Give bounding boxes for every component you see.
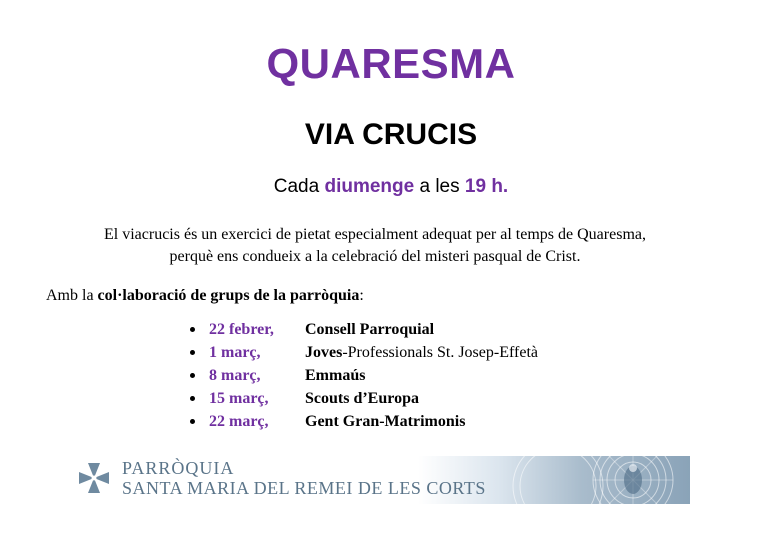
event-date: 15 març, (209, 390, 269, 407)
bullet-icon (190, 419, 195, 424)
logo-line-1: PARRÒQUIA (122, 458, 235, 478)
event-name (305, 387, 419, 410)
event-name (305, 410, 465, 433)
bullet-icon (190, 373, 195, 378)
event-date: 1 març, (209, 344, 261, 361)
schedule-day: diumenge (324, 176, 415, 197)
event-name-bold: Scouts d’Europa (305, 390, 419, 407)
bullet-icon (190, 327, 195, 332)
bullet-icon (190, 350, 195, 355)
collaboration-line (46, 287, 364, 305)
page-title: QUARESMA (266, 40, 516, 87)
description-line-1: El viacrucis és un exercici de pietat especialment adequat per al temps de Quaresma, (104, 226, 646, 243)
event-date: 22 març, (209, 413, 269, 430)
event-name-bold: Gent Gran-Matrimonis (305, 413, 466, 430)
collaboration-prefix: Amb la (46, 287, 98, 304)
description (0, 224, 750, 268)
event-date: 8 març, (209, 367, 261, 384)
description-line-2: perquè ens condueix a la celebració del misteri pasqual de Crist. (169, 248, 581, 265)
schedule-time: 19 h. (464, 176, 509, 197)
collaboration-bold: col·laboració de grups de la parròquia (97, 287, 360, 304)
event-name-rest: -Professionals St. Josep-Effetà (342, 344, 538, 361)
parish-logo (78, 456, 690, 504)
bullet-icon (190, 396, 195, 401)
schedule-middle: a les (414, 176, 465, 197)
event-name-bold: Joves (305, 344, 343, 361)
event-name-bold: Consell Parroquial (305, 321, 435, 338)
event-name-bold: Emmaús (305, 367, 366, 384)
event-name (305, 364, 365, 387)
event-date: 22 febrer, (209, 321, 274, 338)
schedule-line (0, 176, 768, 198)
collaboration-suffix: : (359, 287, 364, 304)
schedule-prefix: Cada (273, 176, 325, 197)
logo-line-2: SANTA MARIA DEL REMEI DE LES CORTS (122, 478, 486, 498)
event-name (305, 318, 434, 341)
subtitle: VIA CRUCIS (304, 118, 478, 151)
cross-icon (78, 462, 110, 494)
event-name (305, 341, 538, 364)
